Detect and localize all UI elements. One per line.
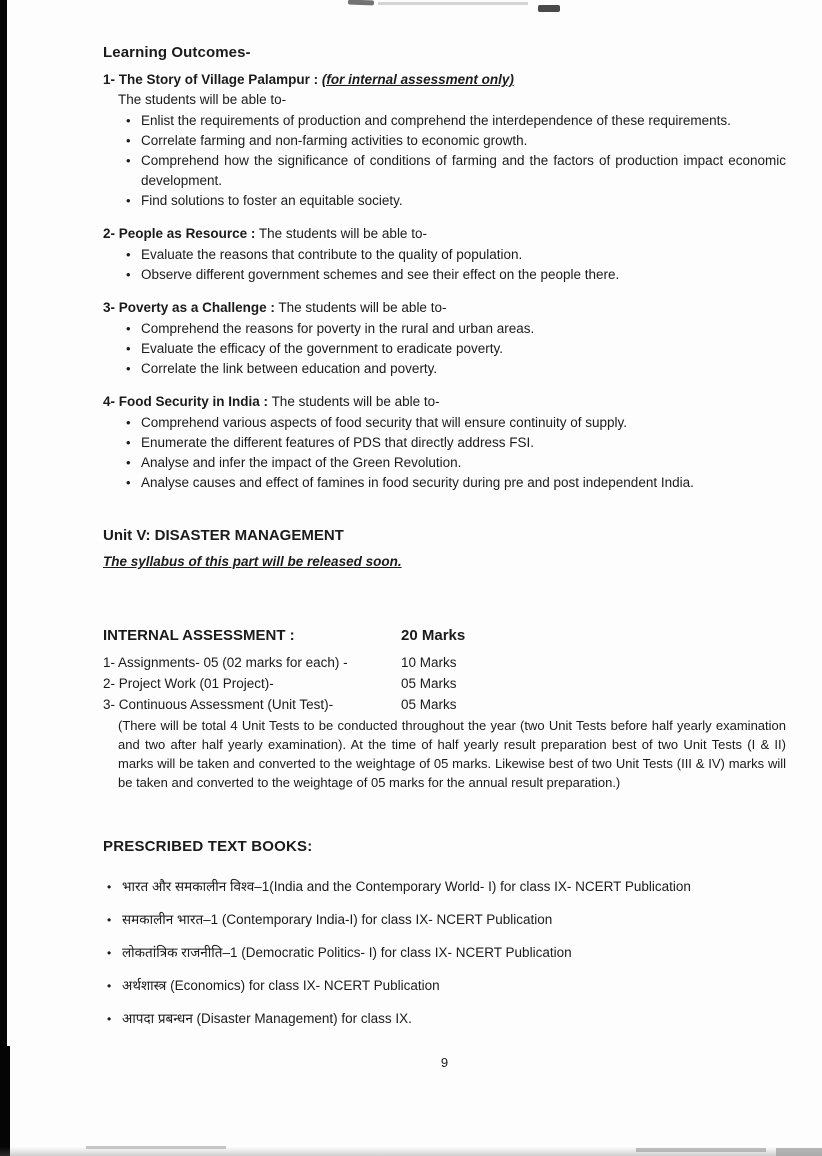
outcome-bullet: • Find solutions to foster an equitable society. — [125, 191, 786, 211]
outcome-bullet: • Comprehend how the significance of conditions of farming and the factors of production impact economic development. — [125, 151, 786, 191]
outcome-section-people-as-resource — [103, 224, 786, 285]
outcome-bullet: • Enlist the requirements of production and comprehend the interdependence of these requirements. — [125, 111, 786, 131]
internal-assessment-header-row — [103, 627, 786, 644]
assessment-item-marks: 05 Marks — [401, 697, 457, 712]
outcome-section-village-palampur — [103, 70, 786, 211]
learning-outcomes-heading: Learning Outcomes- — [103, 44, 251, 61]
section-intro-inline: The students will be able to- — [278, 300, 447, 315]
assessment-item-row — [103, 652, 786, 673]
assessment-item-marks: 05 Marks — [401, 676, 457, 691]
assessment-item-label: 3- Continuous Assessment (Unit Test)- — [103, 697, 334, 712]
assessment-item-label: 2- Project Work (01 Project)- — [103, 676, 274, 691]
section-title-text: People as Resource : — [118, 226, 256, 241]
outcome-bullet: • Analyse and infer the impact of the Green Revolution. — [125, 453, 786, 473]
section-intro: The students will be able to- — [118, 92, 287, 107]
section-number: 4- — [103, 394, 116, 409]
prescribed-books-section — [103, 838, 786, 1029]
internal-assessment-items — [103, 652, 786, 715]
page-number: 9 — [440, 1055, 449, 1070]
outcome-bullet-list — [125, 245, 786, 285]
section-title-text: The Story of Village Palampur : — [118, 72, 319, 87]
outcome-bullet: • Enumerate the different features of PDS that directly address FSI. — [125, 433, 786, 453]
internal-assessment-section — [103, 627, 786, 792]
book-item: • आपदा प्रबन्धन (Disaster Management) for class IX. — [106, 1009, 786, 1029]
outcome-bullet: • Observe different government schemes and see their effect on the people there. — [125, 265, 786, 285]
outcome-bullet: • Evaluate the reasons that contribute to the quality of population. — [125, 245, 786, 265]
prescribed-books-heading: PRESCRIBED TEXT BOOKS: — [103, 838, 313, 855]
outcome-bullet: • Comprehend various aspects of food security that will ensure continuity of supply. — [125, 413, 786, 433]
section-number: 3- — [103, 300, 116, 315]
section-number: 1- — [103, 72, 116, 87]
assessment-item-marks: 10 Marks — [401, 655, 457, 670]
section-title-text: Poverty as a Challenge : — [118, 300, 275, 315]
section-intro-inline: The students will be able to- — [271, 394, 440, 409]
unit-v-section — [103, 527, 786, 569]
book-item: • भारत और समकालीन विश्व–1(India and the Contemporary World- I) for class IX- NCERT Publication — [106, 877, 786, 897]
internal-assessment-heading: INTERNAL ASSESSMENT : — [103, 627, 295, 644]
scan-artifact-bottom-mark — [86, 1146, 226, 1149]
outcome-bullet-list — [125, 111, 786, 211]
unit-v-heading: Unit V: DISASTER MANAGEMENT — [103, 527, 344, 544]
book-item: • लोकतांत्रिक राजनीति–1 (Democratic Politics- I) for class IX- NCERT Publication — [106, 943, 786, 963]
outcome-section-food-security-in-india — [103, 392, 786, 493]
book-list — [106, 877, 786, 1029]
book-item: • अर्थशास्त्र (Economics) for class IX- NCERT Publication — [106, 976, 786, 996]
section-title — [103, 224, 786, 244]
section-number: 2- — [103, 226, 116, 241]
outcome-bullet-list — [125, 319, 786, 379]
outcome-bullet: • Correlate the link between education and poverty. — [125, 359, 786, 379]
assessment-item-row — [103, 694, 786, 715]
outcome-section-poverty-as-a-challenge — [103, 298, 786, 379]
unit-v-notice: The syllabus of this part will be released soon. — [103, 554, 402, 569]
outcome-bullet: • Correlate farming and non-farming activities to economic growth. — [125, 131, 786, 151]
section-intro-inline: The students will be able to- — [258, 226, 427, 241]
unit-test-note: (There will be total 4 Unit Tests to be conducted throughout the year (two Unit Tests before half yearly examination and two after half yearly examination). At the time of half yearly result preparation best of two Unit Tests (I & II) marks will be taken and converted to the weightage of 05 marks. Likewise best of two Unit Tests (III & IV) marks will be taken and converted to the weightage of 05 marks for the annual result preparation.) — [118, 718, 786, 790]
section-title-text: Food Security in India : — [118, 394, 269, 409]
scan-artifact-bottom-mark — [636, 1148, 766, 1152]
scan-artifact-bottom-corner — [776, 1148, 822, 1156]
outcome-bullet: • Comprehend the reasons for poverty in the rural and urban areas. — [125, 319, 786, 339]
outcome-bullet: • Analyse causes and effect of famines in food security during pre and post independent India. — [125, 473, 786, 493]
section-title — [103, 70, 786, 90]
section-title — [103, 298, 786, 318]
section-title-note: (for internal assessment only) — [321, 72, 514, 87]
section-title — [103, 392, 786, 412]
outcome-bullet-list — [125, 413, 786, 493]
internal-assessment-total-marks: 20 Marks — [401, 627, 466, 644]
assessment-item-label: 1- Assignments- 05 (02 marks for each) - — [103, 655, 348, 670]
assessment-item-row — [103, 673, 786, 694]
outcome-bullet: • Evaluate the efficacy of the government to eradicate poverty. — [125, 339, 786, 359]
book-item: • समकालीन भारत–1 (Contemporary India-I) for class IX- NCERT Publication — [106, 910, 786, 930]
